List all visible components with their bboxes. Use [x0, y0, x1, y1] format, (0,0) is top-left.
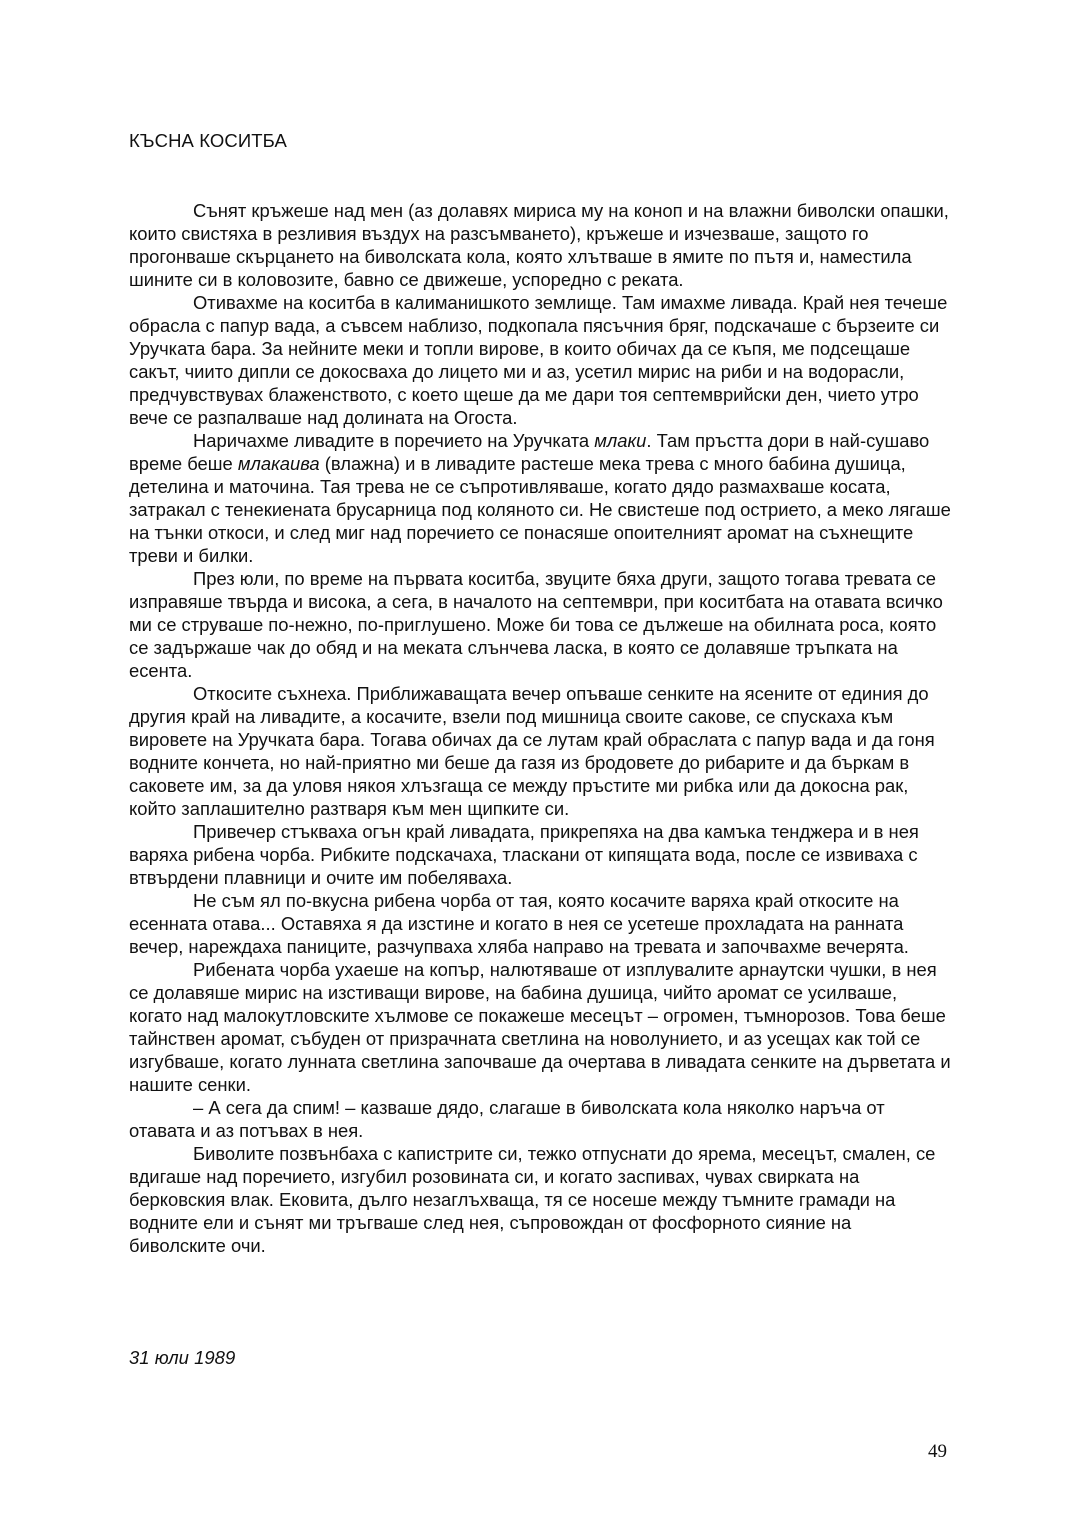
paragraph-text: През юли, по време на първата коситба, звуците бяха други, защото тогава тревата се изправяше твърда и висока, а сега, в началото на септември, при коситбата на отавата всичко ми се струваше по-нежно, по-приглушено. Може би това се дължеше на обилната роса, която се задържаше чак до обяд и на меката слънчева ласка, в която се долавяше тръпката на есента.: [129, 568, 943, 681]
body-paragraph: [129, 682, 951, 820]
paragraph-text: (влажна) и в ливадите растеше мека трева с много бабина душица, детелина и маточина. Тая трева не се съпротивляваше, когато дядо размахваше косата, затракал с тенекиената брусарница под коляното си. Не свистеше под острието, а меко лягаше на тънки откоси, и след миг над поречието се понасяше опоителният аромат на съхнещите треви и билки.: [129, 453, 951, 566]
paragraph-text: Отивахме на коситба в калиманишкото землище. Там имахме ливада. Край нея течеше обрасла с папур вада, а съвсем наблизо, подкопала пясъчния бряг, подскачаше с бързеите си Уручката бара. За нейните меки и топли вирове, в които обичах да се къпя, ме подсещаше сакът, чиито дипли се докосваха до лицето ми и аз, усетил мирис на риби и на водорасли, предчувствувах блаженството, с което щеше да ме дари тоя септемврийски ден, чието утро вече се разпалваше над долината на Огоста.: [129, 292, 948, 428]
story-date: 31 юли 1989: [129, 1347, 236, 1368]
paragraph-text: . Там пръстта дори в най-сушаво време беше: [129, 430, 930, 474]
paragraph-text: – А сега да спим! – казваше дядо, слагаше в биволската кола няколко наръча от отавата и аз потъвах в нея.: [129, 1097, 885, 1141]
italic-term: млаки: [594, 430, 647, 451]
paragraph-text: Сънят кръжеше над мен (аз долавях мириса му на коноп и на влажни биволски опашки, които свистяха в резливия въздух на разсъмването), кръжеше и изчезваше, защото го прогонваше скърцането на биволската кола, която хлътваше в ямите по пътя и, наместила шините си в коловозите, бавно се движеше, успоредно с реката.: [129, 200, 949, 290]
italic-term: млакаива: [237, 453, 320, 474]
body-paragraph: [129, 820, 951, 889]
paragraph-text: Привечер стъкваха огън край ливадата, прикрепяха на два камъка тенджера и в нея варяха рибена чорба. Рибките подскачаха, тласкани от кипящата вода, после се извиваха с втвърдени плавници и очите им побеляваха.: [129, 821, 919, 888]
paragraph-text: Откосите съхнеха. Приближаващата вечер опъваше сенките на ясените от единия до другия край на ливадите, а косачите, взели под мишница своите сакове, се спускаха към вировете на Уручката бара. Тогава обичах да се лутам край обраслата с папур вада и да гоня водните кончета, но най-приятно ми беше да газя из бродовете до рибарите и да бъркам в саковете им, за да уловя някоя хлъзгаща се между пръстите ми рибка или да докосна рак, който заплашително разтваря към мен щипките си.: [129, 683, 935, 819]
paragraph-text: Биволите позвънбаха с капистрите си, тежко отпуснати до ярема, месецът, смален, се вдигаше над поречието, изгубил розовината си, и когато заспивах, чувах свирката на берковския влак. Ековита, дълго незаглъхваща, тя се носеше между тъмните грамади на водните ели и сънят ми тръгваше след нея, съпровождан от фосфорното сияние на биволските очи.: [129, 1143, 936, 1256]
body-paragraph: [129, 889, 951, 958]
story-title: КЪСНА КОСИТБА: [129, 130, 287, 151]
story-body: [129, 199, 951, 1257]
paragraph-text: Рибената чорба ухаеше на копър, налютяваше от изплувалите арнаутски чушки, в нея се долавяше мирис на изстиващи вирове, на бабина душица, чийто аромат се усилваше, когато над малокутловските хълмове се покажеше месецът – огромен, тъмнорозов. Това беше тайнствен аромат, събуден от призрачната светлина на новолунието, и аз усещах как той се изгубваше, когато лунната светлина започваше да очертава в ливадата сенките на дърветата и нашите сенки.: [129, 959, 951, 1095]
body-paragraph: [129, 1142, 951, 1257]
paragraph-text: Не съм ял по-вкусна рибена чорба от тая, която косачите варяха край откосите на есенната отава... Оставяха я да изстине и когато в нея се усетеше прохладата на ранната вечер, нареждаха паниците, разчупваха хляба направо на тревата и започвахме вечерята.: [129, 890, 909, 957]
body-paragraph: [129, 429, 951, 567]
body-paragraph: [129, 958, 951, 1096]
body-paragraph: [129, 567, 951, 682]
body-paragraph: [129, 291, 951, 429]
paragraph-text: Наричахме ливадите в поречието на Уручката: [193, 430, 595, 451]
body-paragraph: [129, 1096, 951, 1142]
body-paragraph: [129, 199, 951, 291]
page-number: 49: [928, 1441, 947, 1462]
